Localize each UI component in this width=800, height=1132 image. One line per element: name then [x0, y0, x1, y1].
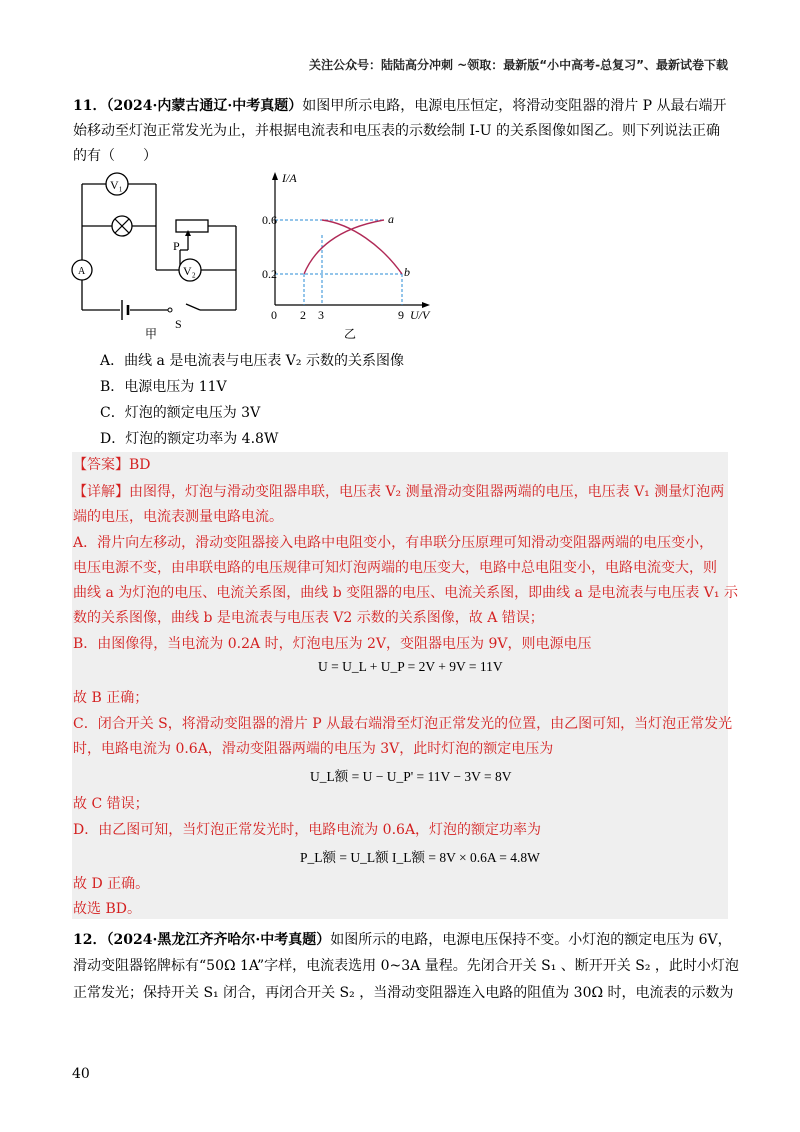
option-c: C．灯泡的额定电压为 3V	[100, 405, 261, 421]
question-text: 如图所示的电路，电源电压保持不变。小灯泡的额定电压为 6V，	[330, 932, 732, 948]
question-12-line-1	[73, 930, 732, 950]
question-number: 11．	[73, 98, 107, 114]
formula-d: P_L额 = U_L额 I_L额 = 8V × 0.6A = 4.8W	[300, 850, 540, 865]
analysis-b-line-1: B．由图像得，当电流为 0.2A 时，灯泡电压为 2V，变阻器电压为 9V，则电源电压	[73, 636, 592, 652]
detail-line-2: 端的电压，电流表测量电路电流。	[73, 509, 283, 525]
analysis-d-line-1: D．由乙图可知，当灯泡正常发光时，电路电流为 0.6A，灯泡的额定功率为	[73, 822, 542, 838]
question-12-line-3: 正常发光；保持开关 S₁ 闭合，再闭合开关 S₂ ，当滑动变阻器连入电路的阻值为 30Ω 时，电流表的示数为	[73, 985, 734, 1001]
rheostat-icon	[176, 220, 208, 232]
question-source: （2024·黑龙江齐齐哈尔·中考真题）	[106, 932, 331, 948]
page-number: 40	[72, 1066, 90, 1082]
x-tick-9: 9	[398, 308, 404, 322]
question-12-line-2: 滑动变阻器铭牌标有“50Ω 1A”字样，电流表选用 0~3A 量程。先闭合开关 S₁ 、断开开关 S₂ ，此时小灯泡	[73, 958, 739, 974]
answer-line: 【答案】BD	[73, 457, 151, 473]
question-11-line-2: 始移动至灯泡正常发光为止，并根据电流表和电压表的示数绘制 I-U 的关系图像如图乙。则下列说法正确	[73, 123, 720, 139]
x-tick-2: 2	[300, 308, 306, 322]
analysis-d-line-2: 故 D 正确。	[73, 876, 150, 892]
switch-label: S	[175, 317, 182, 331]
v2-label: V₂	[183, 264, 196, 278]
question-text: 如图甲所示电路，电源电压恒定，将滑动变阻器的滑片 P 从最右端开	[302, 98, 727, 114]
question-11-line-3: 的有（ ）	[73, 148, 157, 164]
question-11-line-1	[73, 96, 727, 116]
analysis-a-line-1: A．滑片向左移动，滑动变阻器接入电路中电阻变小，有串联分压原理可知滑动变阻器两端的电压变小，	[73, 535, 714, 551]
analysis-a-line-4: 数的关系图像，曲线 b 是电流表与电压表 V2 示数的关系图像，故 A 错误；	[73, 610, 544, 626]
circuit-caption: 甲	[145, 327, 158, 340]
option-b: B．电源电压为 11V	[100, 379, 227, 395]
analysis-c-line-2: 时，电路电流为 0.6A，滑动变阻器两端的电压为 3V，此时灯泡的额定电压为	[73, 741, 554, 757]
graph-caption: 乙	[344, 327, 357, 341]
analysis-a-line-3: 曲线 a 为灯泡的电压、电流关系图，曲线 b 变阻器的电压、电流关系图，即曲线 a 是电流表与电压表 V₁ 示	[73, 585, 738, 601]
option-a: A．曲线 a 是电流表与电压表 V₂ 示数的关系图像	[100, 353, 404, 369]
analysis-b-line-2: 故 B 正确；	[73, 690, 149, 706]
y-tick-0.6: 0.6	[262, 213, 277, 227]
origin-label: 0	[271, 308, 277, 322]
curve-a-label: a	[388, 212, 394, 226]
y-tick-0.2: 0.2	[262, 267, 277, 281]
curve-a	[304, 220, 384, 274]
question-number: 12．	[73, 932, 107, 948]
y-axis-label: I/A	[282, 171, 297, 185]
final-answer-line: 故选 BD。	[73, 901, 141, 917]
question-source: （2024·内蒙古通辽·中考真题）	[106, 98, 303, 114]
iu-graph	[262, 168, 442, 343]
ammeter-label: A	[78, 266, 86, 277]
x-tick-3: 3	[318, 308, 324, 322]
v1-label: V₁	[110, 178, 123, 192]
x-axis-label: U/V	[410, 308, 430, 322]
option-d: D．灯泡的额定功率为 4.8W	[100, 431, 279, 447]
formula-b: U = U_L + U_P = 2V + 9V = 11V	[318, 659, 503, 674]
curve-b	[322, 220, 402, 274]
analysis-a-line-2: 电压电源不变，由串联电路的电压规律可知灯泡两端的电压变大，电路中总电阻变小，电路电流变大，则	[73, 560, 717, 576]
slider-p-label: P	[173, 239, 180, 253]
switch-icon	[168, 308, 172, 312]
battery-icon	[122, 300, 128, 320]
formula-c: U_L额 = U − U_P' = 11V − 3V = 8V	[310, 769, 512, 784]
curve-b-label: b	[404, 265, 410, 279]
page-header: 关注公众号：陆陆高分冲刺 ~领取：最新版“小中高考-总复习”、最新试卷下载	[309, 58, 728, 72]
detail-line-1: 【详解】由图得，灯泡与滑动变阻器串联，电压表 V₂ 测量滑动变阻器两端的电压，电压表 V₁ 测量灯泡两	[73, 484, 725, 500]
analysis-c-line-3: 故 C 错误；	[73, 796, 149, 812]
analysis-c-line-1: C．闭合开关 S，将滑动变阻器的滑片 P 从最右端滑至灯泡正常发光的位置，由乙图可知，当灯泡正常发光	[73, 716, 733, 732]
circuit-diagram	[70, 170, 250, 340]
